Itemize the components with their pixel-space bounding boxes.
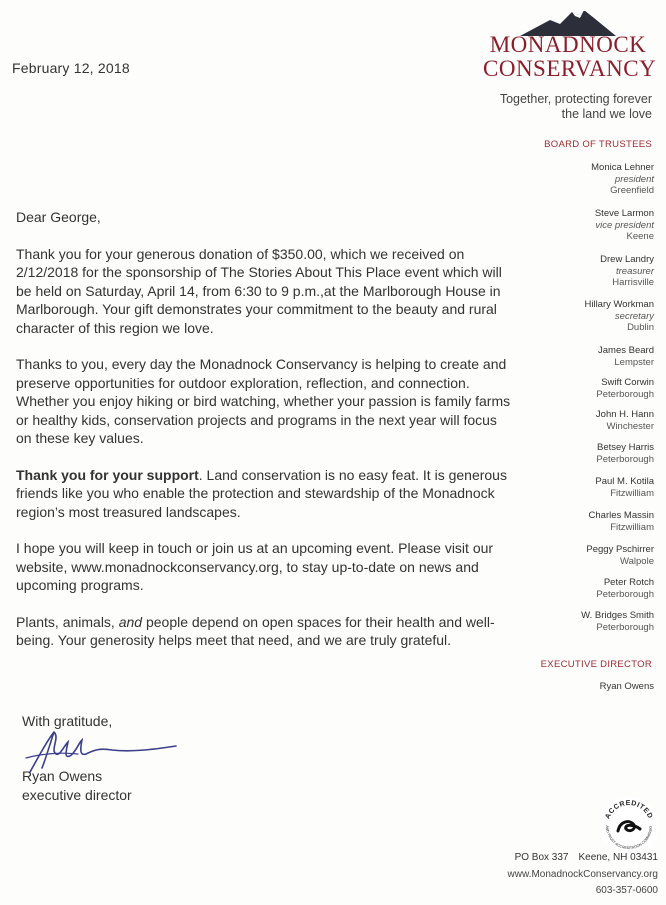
trustee-name: Swift Corwin bbox=[601, 377, 654, 388]
trustee bbox=[504, 510, 654, 533]
trustee-town: Peterborough bbox=[596, 621, 654, 633]
footer-phone: 603-357-0600 bbox=[595, 885, 658, 896]
trustee-name: Steve Larmon bbox=[594, 208, 654, 219]
paragraph-5 bbox=[16, 613, 516, 650]
trustee-town: Lempster bbox=[614, 356, 654, 368]
trustee-name: James Beard bbox=[598, 345, 654, 356]
paragraph-4: I hope you will keep in touch or join us at an upcoming event. Please visit our website, www.monadnockconservancy.org, to stay up-to-date on news and upcoming programs. bbox=[16, 540, 494, 593]
trustee-town: Greenfield bbox=[610, 185, 654, 196]
seal-bottom-text: AND TRUST ACCREDITATION COMMISSIO bbox=[604, 825, 654, 851]
org-tagline bbox=[470, 92, 652, 122]
trustee-name: Peggy Pschirrer bbox=[586, 544, 654, 555]
trustee-name: Charles Massin bbox=[588, 510, 654, 521]
letter-body bbox=[16, 208, 516, 668]
trustee-town: Winchester bbox=[606, 420, 654, 432]
trustee-name: Hillary Workman bbox=[584, 299, 654, 310]
footer-address bbox=[515, 852, 658, 863]
paragraph-5-a: Plants, animals, bbox=[16, 613, 119, 630]
board-heading: BOARD OF TRUSTEES bbox=[544, 139, 652, 150]
trustee-role: treasurer bbox=[615, 265, 654, 277]
org-name-line2: CONSERVANCY bbox=[483, 56, 657, 81]
trustee bbox=[504, 208, 654, 243]
trustee-name: Peter Rotch bbox=[603, 577, 654, 588]
trustee-town: Peterborough bbox=[596, 388, 654, 400]
trustee bbox=[504, 442, 654, 465]
trustee-name: Paul M. Kotila bbox=[595, 476, 654, 487]
seal-top-text: ACCREDITED bbox=[604, 799, 654, 821]
trustee bbox=[504, 610, 654, 633]
footer-po-box: PO Box 337 bbox=[514, 852, 569, 863]
trustee-role: president bbox=[614, 173, 654, 185]
signer-name: Ryan Owens bbox=[22, 768, 103, 784]
trustee-name: John H. Hann bbox=[595, 409, 654, 420]
trustee bbox=[504, 577, 654, 600]
trustee bbox=[504, 299, 654, 334]
paragraph-5-italic: and bbox=[118, 613, 143, 630]
trustee-town: Keene bbox=[626, 231, 654, 242]
trustee-town: Fitzwilliam bbox=[610, 521, 654, 533]
closing: With gratitude, bbox=[22, 713, 113, 729]
trustee-town: Peterborough bbox=[596, 588, 654, 600]
trustee bbox=[504, 409, 654, 432]
paragraph-3-bold: Thank you for your support bbox=[16, 466, 199, 483]
tagline-line2: the land we love bbox=[561, 107, 652, 121]
signer-title: executive director bbox=[22, 787, 132, 803]
trustee-role: secretary bbox=[614, 310, 654, 322]
paragraph-1: Thank you for your generous donation of $350.00, which we received on 2/12/2018 for the sponsorship of The Stories About This Place event which will be held on Saturday, April 14, from 6:30 to 9 p.m.,at the Marlborough House in Marlborough. Your gift demonstrates your commitment to the beauty and rural character of this region we love. bbox=[16, 245, 502, 336]
paragraph-3 bbox=[16, 466, 516, 522]
tagline-line1: Together, protecting forever bbox=[499, 92, 652, 106]
trustee-town: Peterborough bbox=[596, 453, 654, 465]
paragraph-2: Thanks to you, every day the Monadnock Conservancy is helping to create and preserve opportunities for outdoor exploration, reflection, and connection. Whether you enjoy hiking or bird watching, whether your passion is family farms or healthy kids, conservation projects and programs in the next year will focus on these key values. bbox=[16, 356, 511, 446]
trustee-name: Drew Landry bbox=[600, 254, 654, 265]
trustee-town: Dublin bbox=[627, 322, 654, 333]
trustee bbox=[504, 162, 654, 197]
trustee-name: W. Bridges Smith bbox=[581, 610, 654, 621]
letter-date: February 12, 2018 bbox=[12, 60, 130, 76]
executive-director-name: Ryan Owens bbox=[599, 681, 654, 692]
footer-city: Keene, NH 03431 bbox=[578, 852, 658, 863]
trustee-town: Fitzwilliam bbox=[610, 487, 654, 499]
trustee bbox=[504, 377, 654, 400]
footer-website[interactable]: www.MonadnockConservancy.org bbox=[507, 869, 658, 880]
trustee bbox=[504, 476, 654, 499]
salutation: Dear George, bbox=[16, 209, 101, 225]
trustee bbox=[504, 544, 654, 567]
executive-heading: EXECUTIVE DIRECTOR bbox=[540, 659, 652, 670]
trustee bbox=[504, 345, 654, 368]
trustee bbox=[504, 254, 654, 289]
trustee-name: Betsey Harris bbox=[596, 442, 654, 453]
paragraph-5-b: people depend on open spaces for their health and well-being. Your generosity helps meet that need, and we are truly grateful. bbox=[16, 613, 495, 648]
trustee-town: Walpole bbox=[620, 555, 654, 567]
trustee-role: vice president bbox=[595, 219, 654, 231]
trustee-name: Monica Lehner bbox=[591, 162, 654, 173]
paragraph-3-rest: . Land conservation is no easy feat. It is generous friends like you who enable the protection and stewardship of the Monadnock region’s most treasured landscapes. bbox=[16, 466, 507, 520]
accreditation-seal-icon bbox=[598, 795, 660, 857]
trustee-town: Harrisville bbox=[612, 277, 654, 288]
org-name-line1: MONADNOCK bbox=[489, 32, 647, 57]
